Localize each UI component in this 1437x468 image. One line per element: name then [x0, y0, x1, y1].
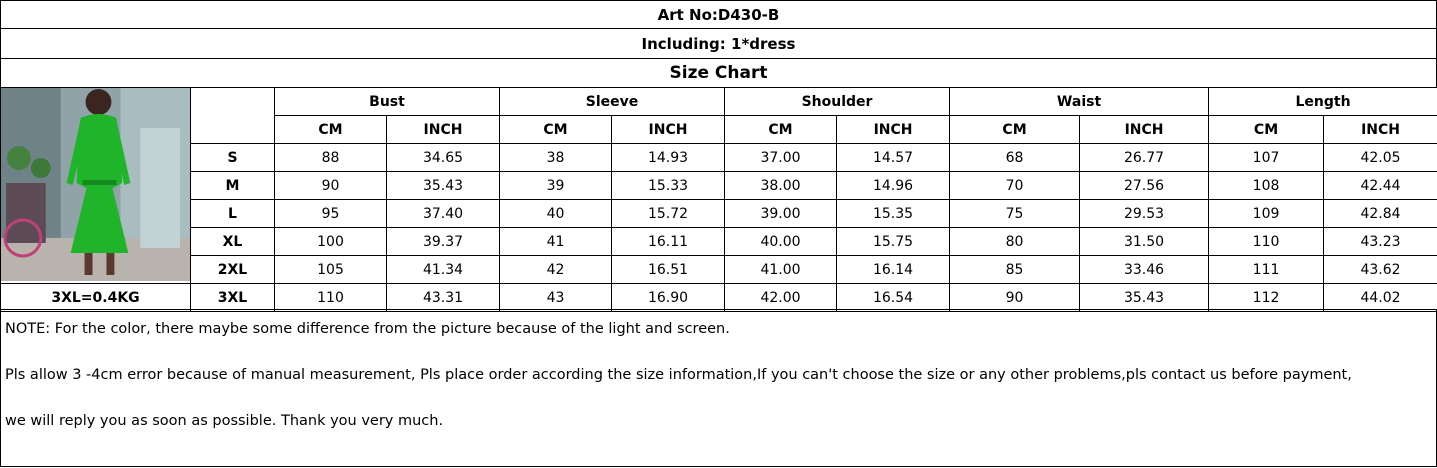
unit-inch: INCH: [1324, 116, 1437, 144]
table-cell: 43: [500, 284, 612, 312]
table-cell: 34.65: [387, 144, 500, 172]
unit-cm: CM: [725, 116, 837, 144]
table-cell: 39.00: [725, 200, 837, 228]
table-cell: 16.11: [612, 228, 725, 256]
table-cell: 43.23: [1324, 228, 1437, 256]
table-cell: 40: [500, 200, 612, 228]
table-cell: 88: [275, 144, 387, 172]
notes-section: [0, 309, 1437, 467]
unit-inch: INCH: [612, 116, 725, 144]
table-cell: 41.00: [725, 256, 837, 284]
table-cell: 14.57: [837, 144, 950, 172]
table-cell: 44.02: [1324, 284, 1437, 312]
table-cell: 27.56: [1080, 172, 1209, 200]
unit-inch: INCH: [1080, 116, 1209, 144]
product-photo: [1, 88, 191, 284]
table-cell: 75: [950, 200, 1080, 228]
table-cell: 16.90: [612, 284, 725, 312]
model-photo-image: [1, 88, 190, 281]
table-cell: 33.46: [1080, 256, 1209, 284]
table-cell: 107: [1209, 144, 1324, 172]
table-cell: 38: [500, 144, 612, 172]
table-cell: 112: [1209, 284, 1324, 312]
note-measurement: Pls allow 3 -4cm error because of manual measurement, Pls place order according the size information,If you can't choose the size or any other problems,pls contact us before payment,: [5, 367, 1352, 383]
table-cell: 39: [500, 172, 612, 200]
table-cell: 16.14: [837, 256, 950, 284]
size-label: S: [191, 144, 275, 172]
size-label: 2XL: [191, 256, 275, 284]
art-number: Art No:D430-B: [0, 0, 1437, 28]
size-label: L: [191, 200, 275, 228]
table-cell: 15.33: [612, 172, 725, 200]
table-cell: 31.50: [1080, 228, 1209, 256]
table-cell: 70: [950, 172, 1080, 200]
table-cell: 15.75: [837, 228, 950, 256]
table-cell: 14.96: [837, 172, 950, 200]
group-sleeve: Sleeve: [500, 88, 725, 116]
table-cell: 95: [275, 200, 387, 228]
table-cell: 35.43: [1080, 284, 1209, 312]
group-shoulder: Shoulder: [725, 88, 950, 116]
table-cell: 38.00: [725, 172, 837, 200]
table-row: [1, 256, 1437, 284]
group-bust: Bust: [275, 88, 500, 116]
weight-note: 3XL=0.4KG: [1, 284, 191, 312]
table-cell: 37.00: [725, 144, 837, 172]
size-label: XL: [191, 228, 275, 256]
table-cell: 16.51: [612, 256, 725, 284]
table-cell: 90: [950, 284, 1080, 312]
table-cell: 16.54: [837, 284, 950, 312]
table-cell: 80: [950, 228, 1080, 256]
table-cell: 105: [275, 256, 387, 284]
table-cell: 42.00: [725, 284, 837, 312]
table-row: [1, 200, 1437, 228]
note-color: NOTE: For the color, there maybe some difference from the picture because of the light and screen.: [5, 321, 730, 337]
table-cell: 111: [1209, 256, 1324, 284]
table-row: [1, 144, 1437, 172]
table-cell: 85: [950, 256, 1080, 284]
table-cell: 14.93: [612, 144, 725, 172]
table-cell: 26.77: [1080, 144, 1209, 172]
table-cell: 42.05: [1324, 144, 1437, 172]
table-cell: 42: [500, 256, 612, 284]
table-cell: 109: [1209, 200, 1324, 228]
table-cell: 39.37: [387, 228, 500, 256]
group-header-row: [1, 88, 1437, 116]
package-contents: Including: 1*dress: [0, 28, 1437, 58]
table-cell: 90: [275, 172, 387, 200]
unit-inch: INCH: [837, 116, 950, 144]
table-row: [1, 284, 1437, 312]
table-row: [1, 172, 1437, 200]
unit-cm: CM: [275, 116, 387, 144]
table-cell: 68: [950, 144, 1080, 172]
table-cell: 29.53: [1080, 200, 1209, 228]
table-cell: 37.40: [387, 200, 500, 228]
unit-inch: INCH: [387, 116, 500, 144]
size-header-cell: [191, 88, 275, 144]
table-cell: 100: [275, 228, 387, 256]
table-cell: 42.44: [1324, 172, 1437, 200]
chart-title: Size Chart: [0, 58, 1437, 87]
table-cell: 35.43: [387, 172, 500, 200]
table-cell: 15.72: [612, 200, 725, 228]
table-cell: 108: [1209, 172, 1324, 200]
table-cell: 43.62: [1324, 256, 1437, 284]
note-reply: we will reply you as soon as possible. Thank you very much.: [5, 413, 444, 429]
unit-cm: CM: [950, 116, 1080, 144]
unit-cm: CM: [500, 116, 612, 144]
table-cell: 15.35: [837, 200, 950, 228]
table-cell: 42.84: [1324, 200, 1437, 228]
unit-cm: CM: [1209, 116, 1324, 144]
table-cell: 41: [500, 228, 612, 256]
size-label: M: [191, 172, 275, 200]
table-cell: 110: [275, 284, 387, 312]
table-cell: 43.31: [387, 284, 500, 312]
size-label: 3XL: [191, 284, 275, 312]
group-length: Length: [1209, 88, 1437, 116]
table-row: [1, 228, 1437, 256]
table-cell: 110: [1209, 228, 1324, 256]
table-cell: 40.00: [725, 228, 837, 256]
table-cell: 41.34: [387, 256, 500, 284]
size-table: [0, 87, 1437, 312]
group-waist: Waist: [950, 88, 1209, 116]
